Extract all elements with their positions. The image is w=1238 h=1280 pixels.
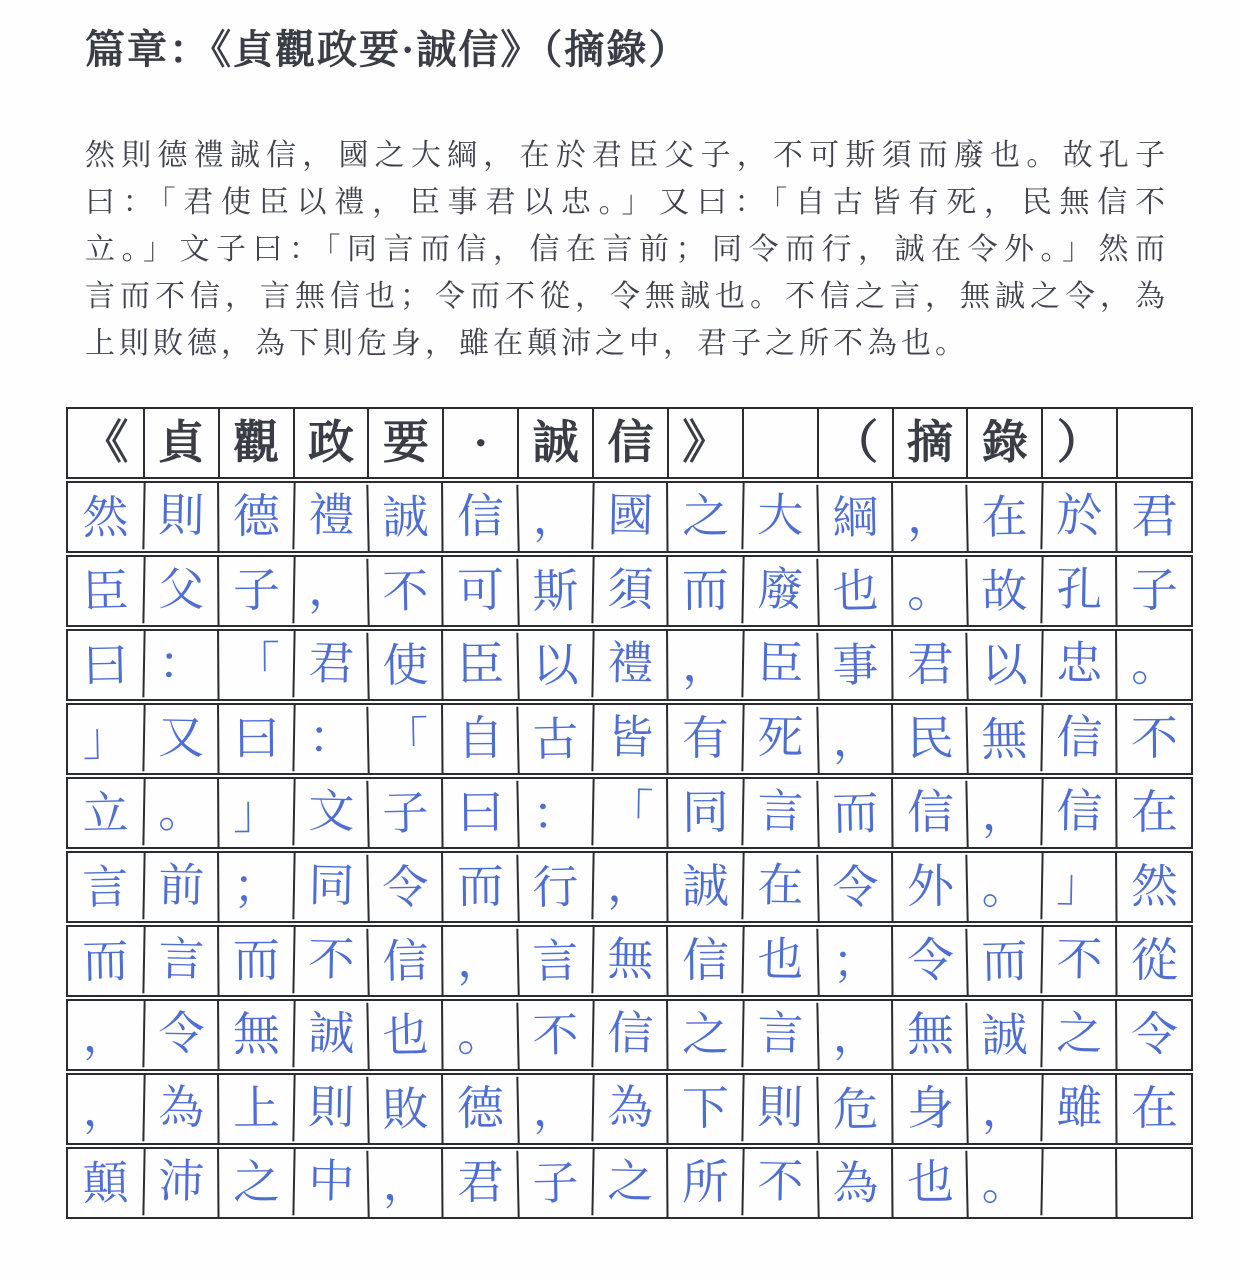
grid-cell: 觀 [218, 409, 293, 477]
grid-cell: 德 [217, 482, 294, 552]
grid-cell: 而 [441, 852, 518, 922]
grid-cell: 誠 [966, 1001, 1042, 1071]
grid-cell: 。 [1115, 630, 1192, 700]
grid-cell: 之 [591, 1147, 667, 1216]
grid-cell: 曰 [81, 639, 129, 692]
grid-cell: 而 [81, 935, 129, 988]
grid-handwriting-row [66, 703, 1193, 775]
grid-cell: 而 [966, 927, 1042, 997]
grid-cell: 之 [666, 482, 743, 552]
grid-cell: 臣 [441, 630, 518, 700]
grid-cell: 君 [292, 629, 368, 698]
grid-cell: 於 [1041, 481, 1117, 550]
grid-cell: 「 [367, 705, 443, 775]
grid-cell: 言 [517, 927, 593, 997]
grid-cell: 同 [666, 778, 743, 848]
grid-cell: 言 [81, 861, 129, 914]
grid-cell: 國 [591, 481, 667, 550]
grid-cell: ） [1041, 409, 1116, 477]
grid-cell: 不 [367, 557, 443, 627]
grid-cell: ， [591, 851, 667, 920]
grid-cell-empty [1116, 409, 1191, 477]
grid-cell: 綱 [816, 483, 892, 553]
practice-grid [66, 407, 1193, 1219]
grid-cell: 言 [741, 999, 817, 1068]
grid-cell: 錄 [966, 409, 1041, 477]
grid-cell: 而 [666, 556, 743, 626]
grid-cell: 摘 [892, 409, 967, 477]
grid-cell: 子 [517, 1149, 593, 1219]
grid-cell: 》 [667, 409, 742, 477]
grid-cell: 身 [891, 1074, 968, 1144]
grid-cell: 同 [292, 851, 368, 920]
grid-cell: 上 [217, 1074, 294, 1144]
grid-handwriting-row [66, 777, 1193, 849]
grid-cell: 。 [966, 1149, 1042, 1219]
grid-cell: 則 [292, 1073, 368, 1142]
grid-cell: ， [81, 1083, 129, 1136]
grid-cell: 則 [142, 481, 218, 550]
grid-cell: 大 [741, 481, 817, 550]
grid-cell: 文 [292, 777, 368, 846]
grid-cell: 立 [81, 787, 129, 840]
grid-cell: 以 [517, 631, 593, 701]
grid-handwriting-row [66, 555, 1193, 627]
grid-cell: 前 [142, 851, 218, 920]
grid-cell: 也 [741, 925, 817, 994]
grid-cell: 令 [1115, 1000, 1192, 1070]
grid-cell: ， [517, 483, 593, 553]
grid-cell: 為 [816, 1149, 892, 1219]
grid-cell: 子 [1115, 556, 1192, 626]
grid-cell: 禮 [591, 629, 667, 698]
grid-cell: 。 [966, 853, 1042, 923]
grid-cell: 民 [891, 704, 968, 774]
grid-cell: 臣 [81, 565, 129, 618]
grid-cell: 要 [367, 409, 442, 477]
grid-cell: · [442, 409, 517, 477]
grid-handwriting-row [66, 999, 1193, 1071]
grid-cell: ， [891, 482, 968, 552]
grid-cell: ： [142, 629, 218, 698]
grid-cell: 信 [1041, 703, 1117, 772]
grid-cell: ， [517, 1075, 593, 1145]
grid-cell: 信 [591, 999, 667, 1068]
grid-cell: 而 [217, 926, 294, 996]
grid-cell: ， [441, 926, 518, 996]
grid-cell: 「 [591, 777, 667, 846]
grid-cell: 臣 [741, 629, 817, 698]
grid-cell: 在 [966, 483, 1042, 553]
grid-cell: ， [292, 555, 368, 624]
grid-cell: 曰 [441, 778, 518, 848]
grid-cell: ， [816, 705, 892, 775]
grid-cell: 《 [82, 417, 129, 468]
grid-cell: 曰 [217, 704, 294, 774]
grid-cell: 無 [217, 1000, 294, 1070]
grid-cell: 又 [142, 703, 218, 772]
paragraph-line: 然則德禮誠信，國之大綱，在於君臣父子，不可斯須而廢也。故孔子 [85, 139, 1165, 172]
grid-cell-empty [1041, 1147, 1117, 1216]
paragraph-line: 立。」文子曰：「同言而信，信在言前；同令而行，誠在令外。」然而 [85, 233, 1165, 266]
grid-cell: 令 [891, 926, 968, 996]
document-title: 篇章：《貞觀政要·誠信》（摘錄） [85, 27, 691, 72]
grid-cell: 雖 [1041, 1073, 1117, 1142]
grid-cell: 信 [367, 927, 443, 997]
grid-cell: 行 [517, 853, 593, 923]
paragraph-line: 上則敗德，為下則危身，雖在顛沛之中，君子之所不為也。 [85, 327, 969, 360]
grid-cell: 須 [591, 555, 667, 624]
grid-cell: 孔 [1041, 555, 1117, 624]
grid-cell: 自 [441, 704, 518, 774]
grid-cell: 沛 [142, 1147, 218, 1216]
grid-cell: 無 [891, 1000, 968, 1070]
grid-handwriting-row [66, 851, 1193, 923]
grid-cell: 無 [591, 925, 667, 994]
grid-cell: ： [517, 779, 593, 849]
grid-cell: 信 [592, 409, 667, 477]
grid-cell: 也 [891, 1148, 968, 1218]
grid-cell: 之 [666, 1000, 743, 1070]
grid-cell: 令 [367, 853, 443, 923]
grid-cell-empty [1115, 1148, 1192, 1218]
grid-cell: 不 [292, 925, 368, 994]
grid-cell: 死 [741, 703, 817, 772]
grid-cell: 所 [666, 1148, 743, 1218]
grid-cell: 皆 [591, 703, 667, 772]
grid-cell: ； [816, 927, 892, 997]
grid-cell: 」 [1041, 851, 1117, 920]
grid-cell: ： [292, 703, 368, 772]
grid-cell: 」 [217, 778, 294, 848]
excerpt-paragraph [85, 132, 1165, 367]
grid-cell: 「 [217, 630, 294, 700]
grid-cell: ， [966, 1075, 1042, 1145]
grid-cell: 廢 [741, 555, 817, 624]
grid-handwriting-row [66, 629, 1193, 701]
grid-cell: 不 [517, 1001, 593, 1071]
paragraph-line: 言而不信，言無信也；令而不從，令無誠也。不信之言，無誠之令，為 [85, 280, 1165, 313]
grid-cell: 誠 [666, 852, 743, 922]
grid-cell: 而 [816, 779, 892, 849]
grid-cell: ， [666, 630, 743, 700]
grid-cell: 君 [441, 1148, 518, 1218]
grid-cell: 令 [816, 853, 892, 923]
grid-cell: 言 [142, 925, 218, 994]
grid-cell: 古 [517, 705, 593, 775]
grid-cell: 君 [891, 630, 968, 700]
grid-cell: 不 [741, 1147, 817, 1216]
grid-cell: ， [367, 1149, 443, 1219]
grid-cell: 為 [142, 1073, 218, 1142]
grid-cell: 政 [293, 409, 368, 477]
grid-cell: 言 [741, 777, 817, 846]
grid-cell: 敗 [367, 1075, 443, 1145]
grid-cell: 誠 [292, 999, 368, 1068]
grid-cell: 父 [142, 555, 218, 624]
grid-cell: 斯 [517, 557, 593, 627]
grid-cell: 然 [1115, 852, 1192, 922]
grid-cell: 故 [966, 557, 1042, 627]
grid-cell: 下 [666, 1074, 743, 1144]
grid-cell: 信 [891, 778, 968, 848]
grid-header-row [66, 407, 1193, 479]
grid-cell: 事 [816, 631, 892, 701]
grid-cell: 中 [292, 1147, 368, 1216]
grid-cell: （ [817, 409, 892, 477]
grid-cell: 令 [142, 999, 218, 1068]
grid-handwriting-row [66, 481, 1193, 553]
grid-cell: 在 [741, 851, 817, 920]
grid-cell: 也 [816, 557, 892, 627]
grid-cell: 顛 [81, 1157, 129, 1210]
grid-cell: 」 [81, 713, 129, 766]
grid-cell: 在 [1115, 1074, 1192, 1144]
grid-cell: 在 [1115, 778, 1192, 848]
grid-cell: 然 [81, 491, 129, 544]
grid-handwriting-row [66, 1073, 1193, 1145]
grid-cell: 。 [142, 777, 218, 846]
grid-cell: 外 [891, 852, 968, 922]
grid-cell: ， [81, 1009, 129, 1062]
grid-cell: 使 [367, 631, 443, 701]
grid-cell: 。 [441, 1000, 518, 1070]
grid-cell: 之 [217, 1148, 294, 1218]
grid-cell: 信 [441, 482, 518, 552]
grid-cell: 誠 [517, 409, 592, 477]
grid-cell: 危 [816, 1075, 892, 1145]
grid-cell: 信 [1041, 777, 1117, 846]
grid-cell: 子 [367, 779, 443, 849]
grid-cell: 從 [1115, 926, 1192, 996]
grid-handwriting-row [66, 925, 1193, 997]
grid-cell: 德 [441, 1074, 518, 1144]
grid-cell: ， [816, 1001, 892, 1071]
grid-cell: 君 [1115, 482, 1192, 552]
grid-cell: 忠 [1041, 629, 1117, 698]
grid-cell: 貞 [143, 409, 218, 477]
grid-cell: 。 [891, 556, 968, 626]
paragraph-line: 曰：「君使臣以禮，臣事君以忠。」又曰：「自古皆有死，民無信不 [85, 186, 1165, 219]
grid-cell: 子 [217, 556, 294, 626]
grid-cell: 也 [367, 1001, 443, 1071]
grid-cell: 可 [441, 556, 518, 626]
grid-cell: 不 [1115, 704, 1192, 774]
grid-cell: 信 [666, 926, 743, 996]
grid-cell: 為 [591, 1073, 667, 1142]
grid-cell: 有 [666, 704, 743, 774]
grid-cell: 無 [966, 705, 1042, 775]
grid-cell: 以 [966, 631, 1042, 701]
grid-cell: 之 [1041, 999, 1117, 1068]
grid-handwriting-row [66, 1147, 1193, 1219]
grid-cell: 則 [741, 1073, 817, 1142]
grid-cell: 不 [1041, 925, 1117, 994]
grid-cell-empty [742, 409, 817, 477]
grid-cell: 禮 [292, 481, 368, 550]
grid-cell: ， [966, 779, 1042, 849]
grid-cell: ； [217, 852, 294, 922]
grid-cell: 誠 [367, 483, 443, 553]
